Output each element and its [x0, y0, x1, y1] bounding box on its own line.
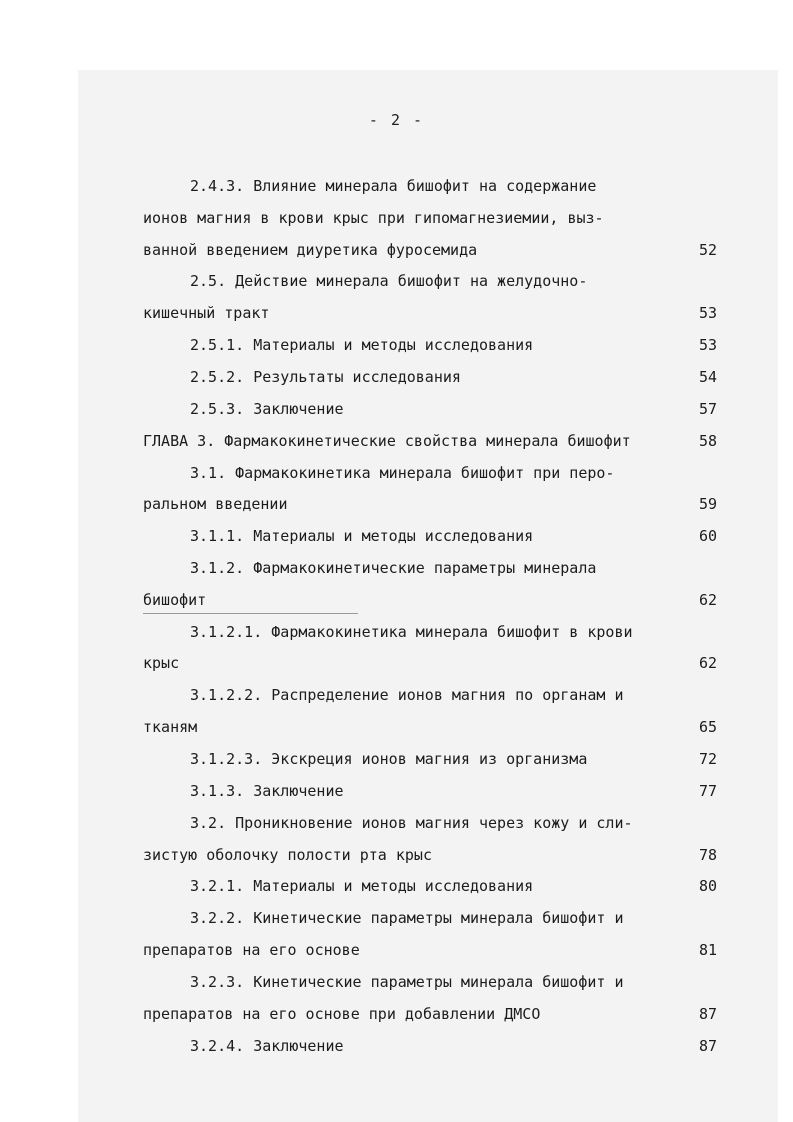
toc-entry-text: 3.2.1. Материалы и методы исследования	[190, 877, 534, 895]
toc-line	[143, 493, 717, 515]
toc-entry-text: 2.4.3. Влияние минерала бишофит на содержание	[190, 177, 597, 195]
toc-entry-text: 2.5.1. Материалы и методы исследования	[190, 336, 534, 354]
toc-entry-text: ГЛАВА 3. Фармакокинетические свойства минерала бишофит	[143, 432, 631, 450]
toc-line	[190, 971, 717, 993]
toc-line	[190, 780, 717, 802]
toc-entry-text: ральном введении	[143, 495, 288, 513]
toc-entry-page: 53	[698, 336, 717, 354]
toc-line	[190, 621, 717, 643]
toc-entry-page: 81	[698, 941, 717, 959]
toc-entry-text: 2.5. Действие минерала бишофит на желудочно-	[190, 272, 588, 290]
toc-line	[190, 334, 717, 356]
toc-line	[190, 557, 717, 579]
toc-entry-page: 62	[698, 591, 717, 609]
toc-line	[143, 207, 717, 229]
toc-entry-text: 3.1.2. Фармакокинетические параметры минерала	[190, 559, 597, 577]
toc-entry-text: кишечный тракт	[143, 304, 270, 322]
toc-line	[190, 875, 717, 897]
toc-entry-text: 3.2. Проникновение ионов магния через кожу и сли-	[190, 814, 633, 832]
toc-line	[190, 684, 717, 706]
scan-underline-mark	[143, 613, 358, 614]
toc-line	[190, 175, 717, 197]
toc-entry-text: крыс	[143, 654, 180, 672]
toc-entry-text: 3.2.3. Кинетические параметры минерала бишофит и	[190, 973, 624, 991]
toc-entry-text: 3.1.3. Заключение	[190, 782, 344, 800]
toc-entry-page: 59	[698, 495, 717, 513]
toc-entry-text: 2.5.3. Заключение	[190, 400, 344, 418]
toc-entry-text: 3.1.2.1. Фармакокинетика минерала бишофит в крови	[190, 623, 633, 641]
toc-entry-text: ионов магния в крови крыс при гипомагнезиемии, выз-	[143, 209, 604, 227]
toc-entry-page: 78	[698, 846, 717, 864]
toc-entry-text: препаратов на его основе при добавлении ДМСО	[143, 1005, 541, 1023]
page-number: - 2 -	[368, 111, 425, 129]
toc-line	[143, 239, 717, 261]
toc-line	[143, 939, 717, 961]
toc-entry-page: 72	[698, 750, 717, 768]
toc-entry-text: 2.5.2. Результаты исследования	[190, 368, 461, 386]
toc-entry-text: зистую оболочку полости рта крыс	[143, 846, 432, 864]
toc-entry-text: ванной введением диуретика фуросемида	[143, 241, 478, 259]
toc-line	[190, 1035, 717, 1057]
toc-entry-text: 3.1.1. Материалы и методы исследования	[190, 527, 534, 545]
toc-entry-text: препаратов на его основе	[143, 941, 360, 959]
toc-line	[190, 525, 717, 547]
toc-line	[143, 430, 717, 452]
toc-line	[190, 366, 717, 388]
toc-entry-text: тканям	[143, 718, 198, 736]
toc-entry-page: 80	[698, 877, 717, 895]
toc-line	[143, 716, 717, 738]
toc-entry-page: 58	[698, 432, 717, 450]
toc-entry-page: 62	[698, 654, 717, 672]
toc-entry-text: 3.1.2.3. Экскреция ионов магния из организма	[190, 750, 588, 768]
toc-line	[190, 748, 717, 770]
toc-entry-text: 3.1. Фармакокинетика минерала бишофит при перо-	[190, 464, 615, 482]
toc-entry-page: 87	[698, 1005, 717, 1023]
toc-line	[190, 907, 717, 929]
toc-entry-page: 57	[698, 400, 717, 418]
toc-line	[143, 844, 717, 866]
toc-line	[190, 398, 717, 420]
toc-entry-text: 3.2.2. Кинетические параметры минерала бишофит и	[190, 909, 624, 927]
toc-line	[143, 1003, 717, 1025]
toc-entry-page: 87	[698, 1037, 717, 1055]
toc-line	[143, 302, 717, 324]
toc-entry-page: 65	[698, 718, 717, 736]
toc-line	[143, 589, 717, 611]
toc-entry-text: бишофит	[143, 591, 207, 609]
toc-entry-page: 52	[698, 241, 717, 259]
toc-entry-text: 3.2.4. Заключение	[190, 1037, 344, 1055]
toc-entry-page: 53	[698, 304, 717, 322]
toc-entry-text: 3.1.2.2. Распределение ионов магния по органам и	[190, 686, 624, 704]
toc-entry-page: 60	[698, 527, 717, 545]
toc-line	[143, 652, 717, 674]
toc-line	[190, 270, 717, 292]
toc-entry-page: 77	[698, 782, 717, 800]
toc-line	[190, 462, 717, 484]
toc-entry-page: 54	[698, 368, 717, 386]
toc-line	[190, 812, 717, 834]
